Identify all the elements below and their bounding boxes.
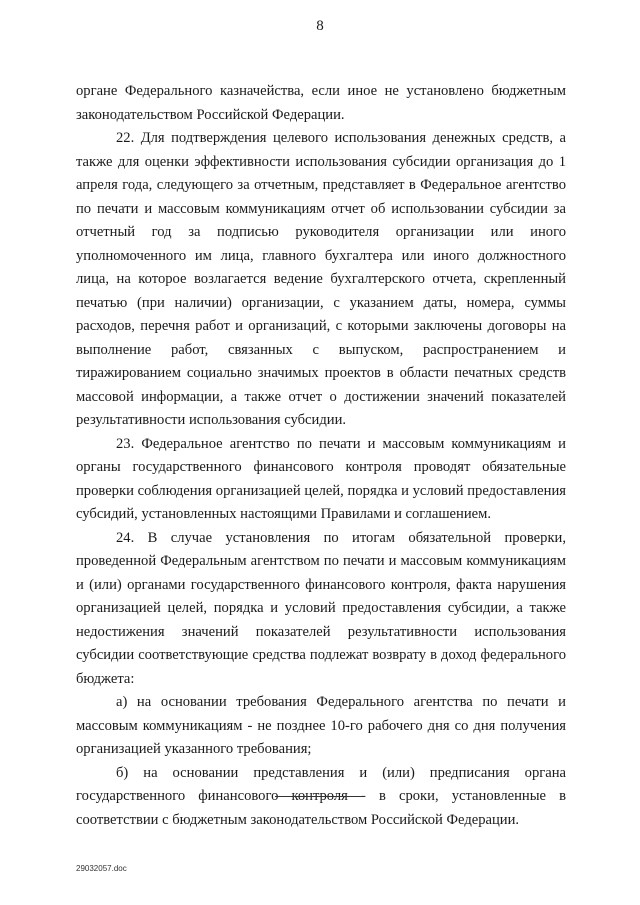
- paragraph-24: 24. В случае установления по итогам обязательной проверки, проведенной Федеральным агентством по печати и массовым коммуникациям и (или) органами государственного финансового контроля, факта нарушения организацией целей, порядка и условий предоставления субсидии, а также недостижения значений показателей результативности использования субсидии соответствующие средства подлежат возврату в доход федерального бюджета:: [76, 529, 566, 687]
- document-body: [76, 80, 566, 832]
- paragraph-continuation: органе Федерального казначейства, если иное не установлено бюджетным законодательством Российской Федерации.: [76, 83, 566, 123]
- paragraph-23: 23. Федеральное агентство по печати и массовым коммуникациям и органы государственного финансового контроля проводят обязательные проверки соблюдения организацией целей, порядка и условий предоставления субсидий, установленных настоящими Правилами и соглашением.: [76, 435, 566, 522]
- paragraph-24-a: а) на основании требования Федерального агентства по печати и массовым коммуникациям - не позднее 10-го рабочего дня со дня получения организацией указанного требования;: [76, 694, 566, 757]
- footer-doc-id: 29032057.doc: [76, 864, 127, 873]
- paragraph-24-b: б) на основании представления и (или) предписания органа государственного финансового контроля - в сроки, установленные в соответствии с бюджетным законодательством Российской Федерации.: [76, 764, 566, 828]
- page-number: 8: [316, 18, 324, 34]
- end-separator-line: [275, 796, 365, 797]
- paragraph-22: 22. Для подтверждения целевого использования денежных средств, а также для оценки эффективности использования субсидии организация до 1 апреля года, следующего за отчетным, представляет в Федеральное агентство по печати и массовым коммуникациям отчет об использовании субсидии за отчетный год за подписью руководителя организации или иного уполномоченного им лица, главного бухгалтера или иного должностного лица, на которое возлагается ведение бухгалтерского отчета, скрепленный печатью (при наличии) организации, с указанием даты, номера, суммы расходов, перечня работ и организаций, с которыми заключены договоры на выполнение работ, связанных с выпуском, распространением и тиражированием социально значимых проектов в области печатных средств массовой информации, а также отчет о достижении значений показателей результативности использования субсидии.: [76, 130, 566, 428]
